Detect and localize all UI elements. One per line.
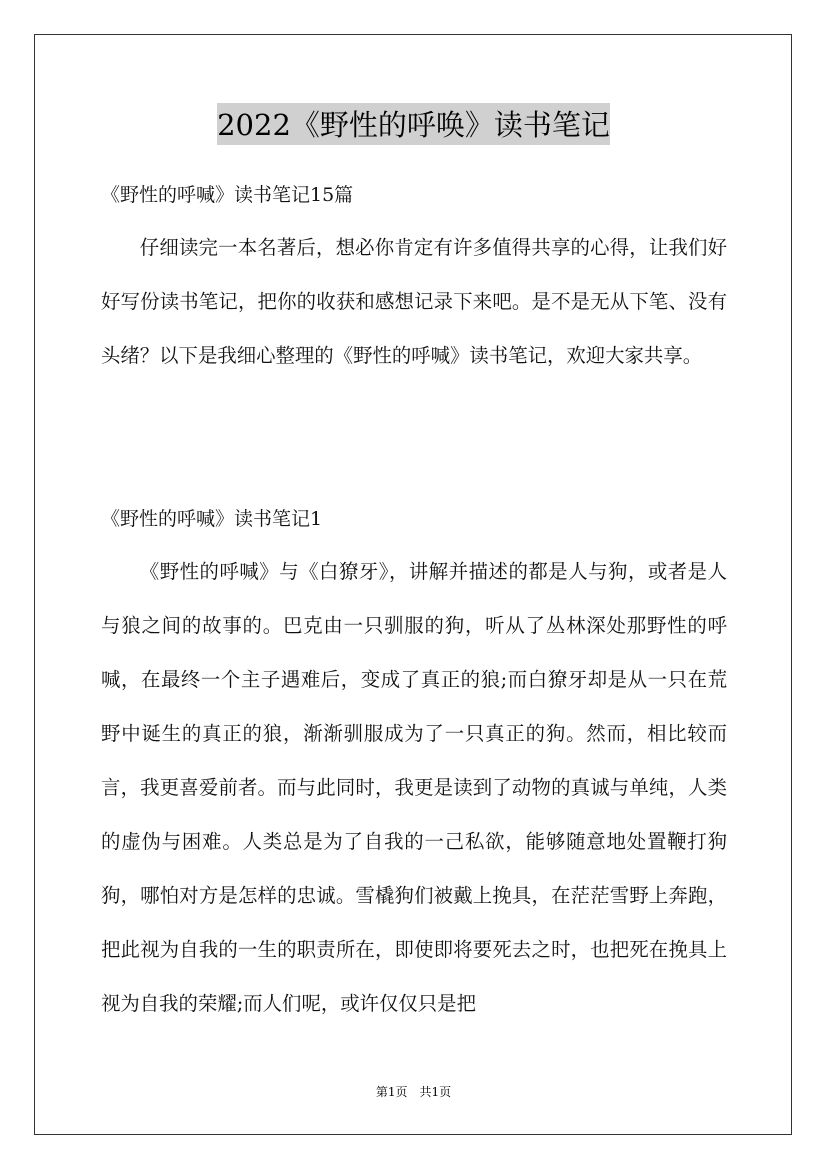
intro-paragraph: 仔细读完一本名著后，想必你肯定有许多值得共享的心得，让我们好好写份读书笔记，把你的收获和感想记录下来吧。是不是无从下笔、没有头绪？以下是我细心整理的《野性的呼喊》读书笔记，欢迎大家共享。 <box>101 236 727 367</box>
document-subtitle: 《野性的呼喊》读书笔记15篇 <box>101 184 354 206</box>
document-title: 2022《野性的呼唤》读书笔记 <box>217 103 610 145</box>
title-container <box>0 103 827 145</box>
page-number-footer: 第1页 共1页 <box>375 1085 452 1099</box>
section-body-paragraph: 《野性的呼喊》与《白獠牙》，讲解并描述的都是人与狗，或者是人与狼之间的故事的。巴克由一只驯服的狗，听从了丛林深处那野性的呼喊，在最终一个主子遇难后，变成了真正的狼;而白獠牙却是从一只在荒野中诞生的真正的狼，渐渐驯服成为了一只真正的狗。然而，相比较而言，我更喜爱前者。而与此同时，我更是读到了动物的真诚与单纯，人类的虚伪与困难。人类总是为了自我的一己私欲，能够随意地处置鞭打狗狗，哪怕对方是怎样的忠诚。雪橇狗们被戴上挽具，在茫茫雪野上奔跑，把此视为自我的一生的职责所在，即使即将要死去之时，也把死在挽具上视为自我的荣耀;而人们呢，或许仅仅只是把 <box>101 560 727 1015</box>
section-heading: 《野性的呼喊》读书笔记1 <box>101 508 323 530</box>
